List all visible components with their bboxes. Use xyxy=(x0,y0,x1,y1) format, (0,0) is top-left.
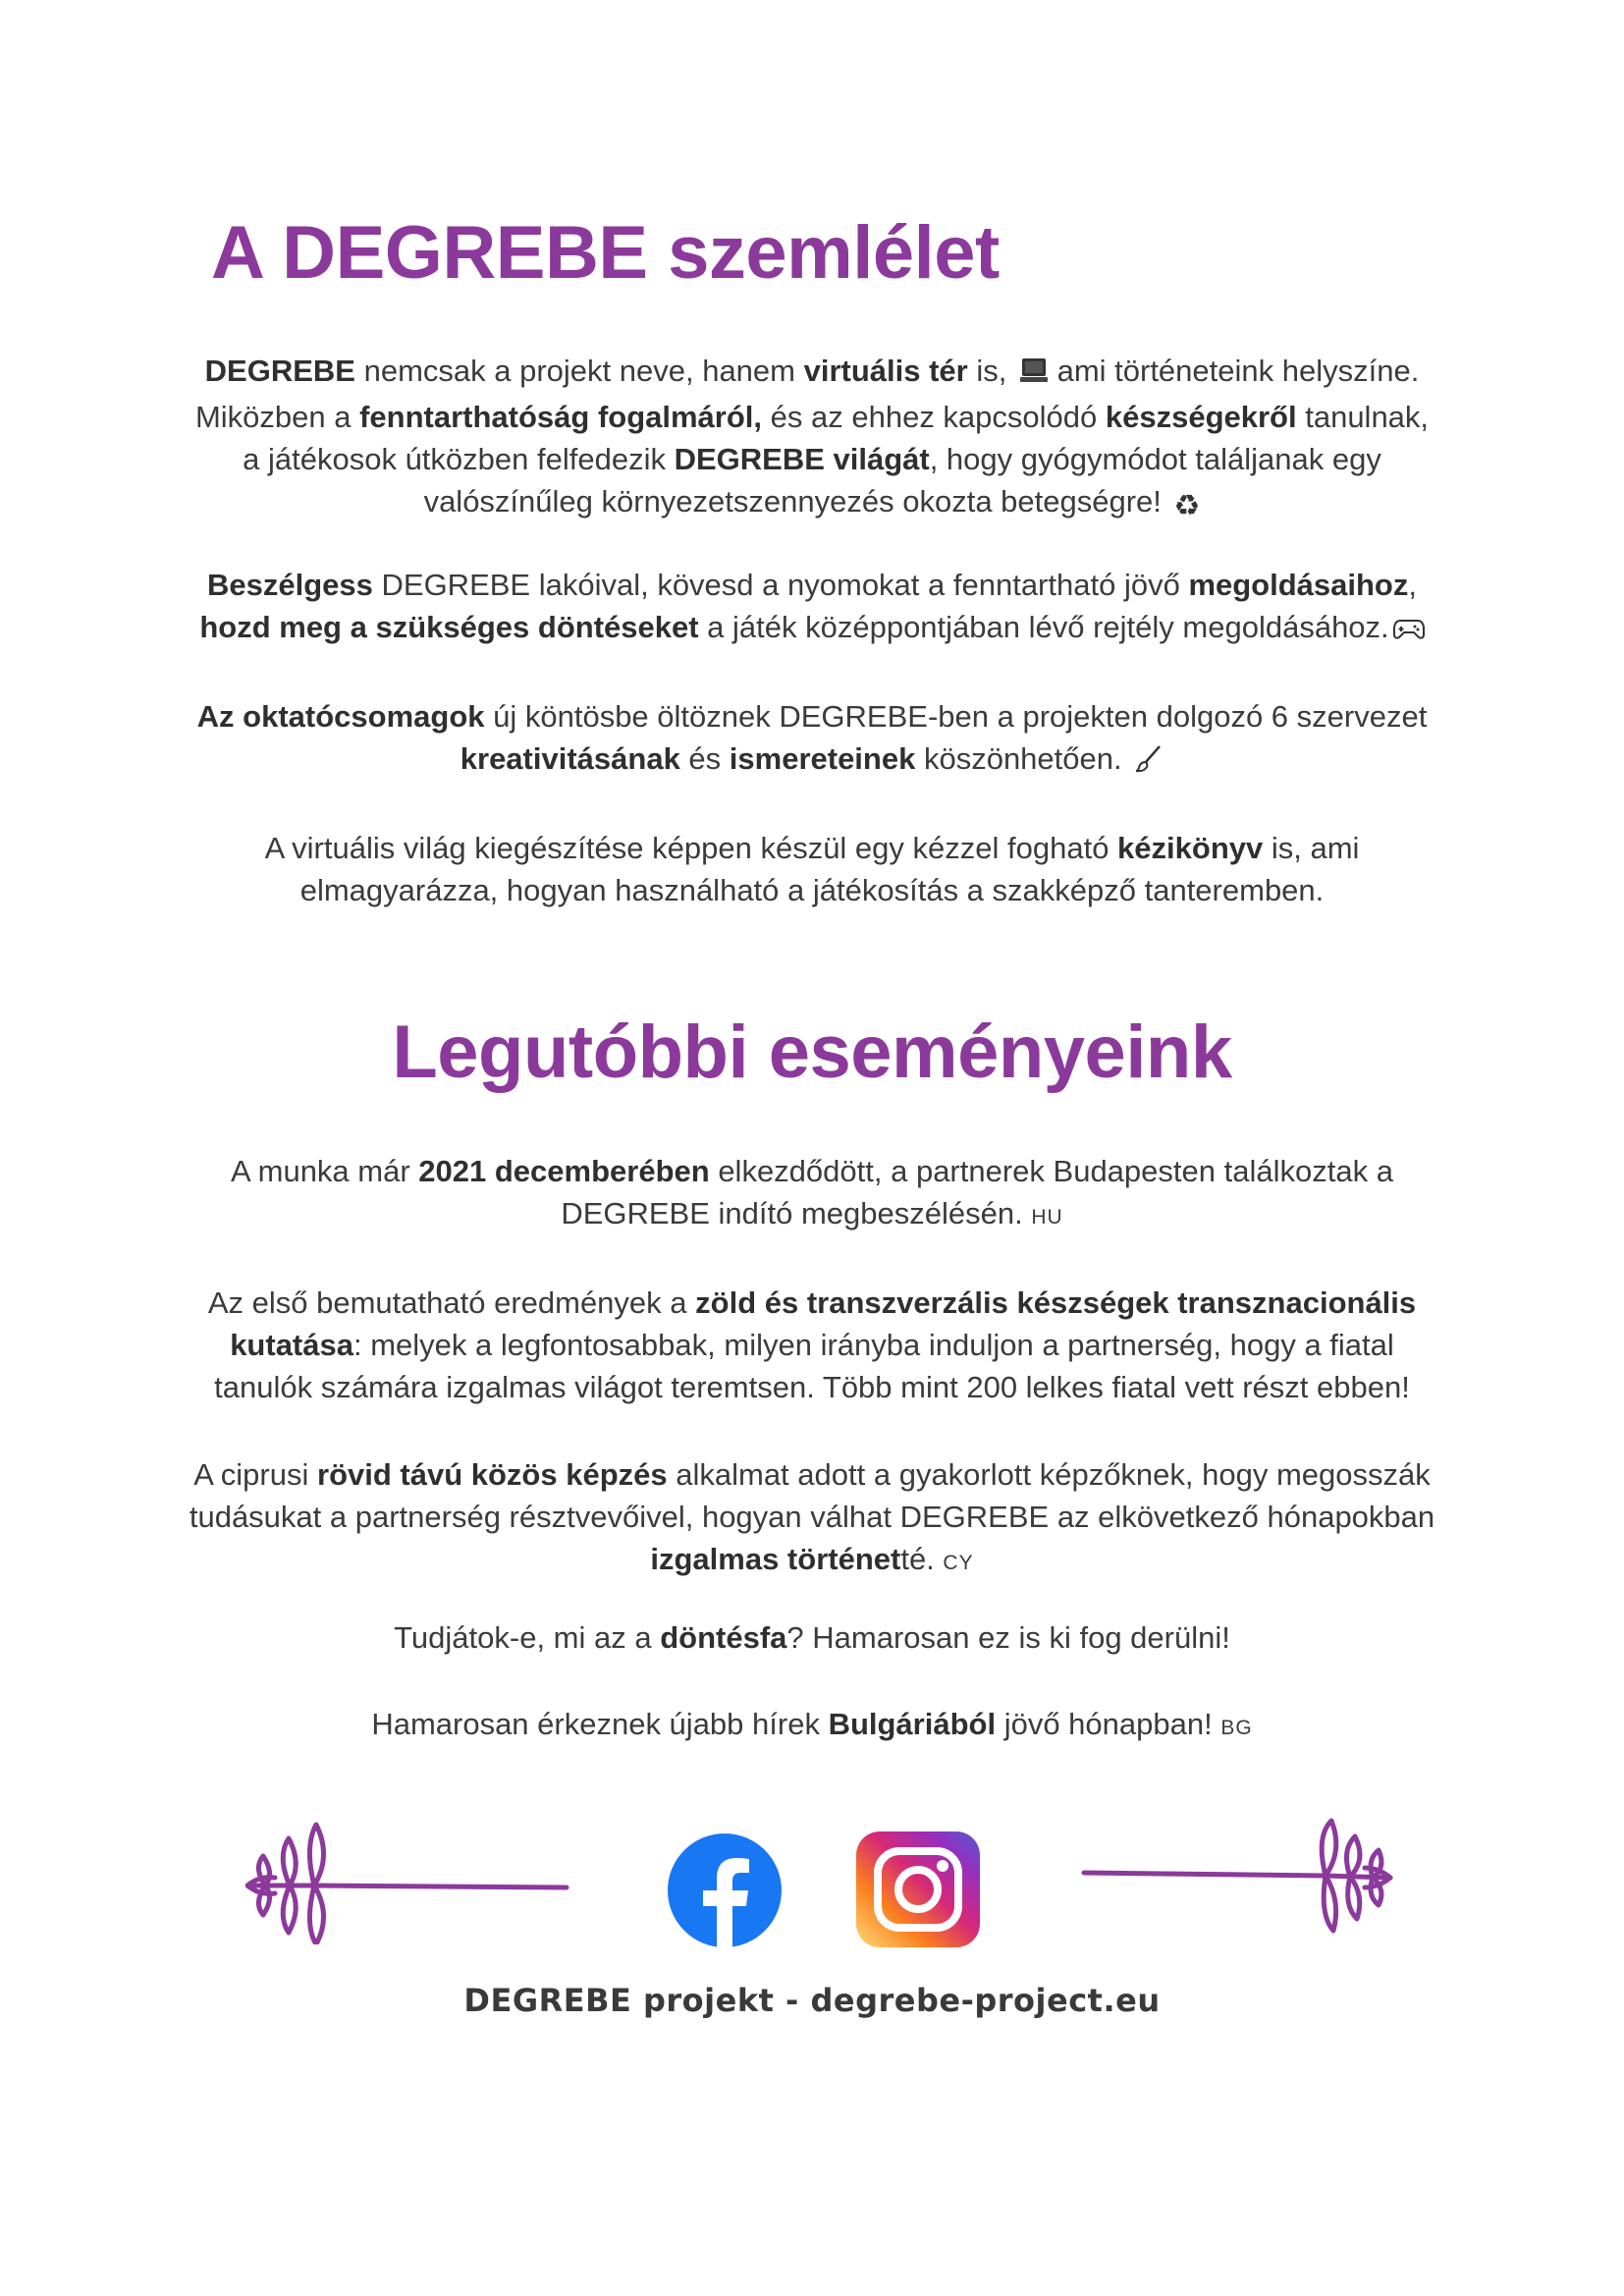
paragraph-decision-tree xyxy=(187,1616,1437,1659)
gamepad-icon xyxy=(1393,610,1425,652)
arrow-left-icon xyxy=(245,1817,579,1949)
paragraph-research xyxy=(187,1282,1437,1408)
line: Tudjátok-e, mi az a döntésfa? Hamarosan ez is ki fog derülni! xyxy=(394,1620,1230,1655)
line: A virtuális világ kiegészítése képpen készül egy kézzel fogható kézikönyv is, ami xyxy=(264,831,1360,865)
line: Hamarosan érkeznek újabb hírek Bulgáriából jövő hónapban! BG xyxy=(371,1707,1253,1741)
line: tudásukat a partnerség résztvevőivel, hogyan válhat DEGREBE az elkövetkező hónapokban xyxy=(189,1500,1435,1534)
paintbrush-icon xyxy=(1134,741,1164,784)
line: elmagyarázza, hogyan használható a játékosítás a szakképző tanteremben. xyxy=(299,873,1325,907)
paragraph-kickoff xyxy=(187,1150,1437,1238)
line: DEGREBE indító megbeszélésén. HU xyxy=(561,1196,1063,1230)
line: kutatása: melyek a legfontosabbak, milyen irányba induljon a partnerség, hogy a fiatal xyxy=(230,1328,1394,1362)
line: DEGREBE nemcsak a projekt neve, hanem virtuális tér is, ami történeteink helyszíne. xyxy=(187,350,1437,396)
paragraph-intro xyxy=(187,350,1437,527)
flag-hu: HU xyxy=(1031,1206,1063,1229)
paragraph-packages xyxy=(187,695,1437,784)
flag-cy: CY xyxy=(943,1552,974,1574)
line: Az első bemutatható eredmények a zöld és transzverzális készségek transznacionális xyxy=(207,1285,1417,1320)
line: valószínűleg környezetszennyezés okozta betegségre! ♻ xyxy=(187,480,1437,527)
instagram-icon[interactable] xyxy=(856,1831,980,1952)
line: A munka már 2021 decemberében elkezdődött, a partnerek Budapesten találkoztak a xyxy=(231,1154,1393,1188)
paragraph-talk xyxy=(187,564,1437,652)
paragraph-training xyxy=(187,1453,1437,1584)
facebook-icon[interactable] xyxy=(668,1833,782,1952)
paragraph-bulgaria xyxy=(187,1703,1437,1749)
line: Beszélgess DEGREBE lakóival, kövesd a nyomokat a fenntartható jövő megoldásaihoz, xyxy=(207,568,1417,602)
line: Az oktatócsomagok új köntösbe öltöznek DEGREBE-ben a projekten dolgozó 6 szervezet xyxy=(196,699,1428,734)
line: A ciprusi rövid távú közös képzés alkalmat adott a gyakorlott képzőknek, hogy megosszák xyxy=(193,1457,1431,1492)
section-title-events: Legutóbbi eseményeink xyxy=(392,1011,1232,1094)
section-title-approach: A DEGREBE szemlélet xyxy=(211,211,1000,295)
footer-project-link[interactable]: DEGREBE projekt - degrebe-project.eu xyxy=(463,1982,1161,2019)
line: tanulók számára izgalmas világot teremtsen. Több mint 200 lelkes fiatal vett részt ebben! xyxy=(214,1370,1410,1404)
computer-icon xyxy=(1019,354,1049,396)
line: Miközben a fenntarthatóság fogalmáról, és az ehhez kapcsolódó készségekről tanulnak, xyxy=(194,400,1430,434)
paragraph-handbook xyxy=(187,827,1437,911)
flag-bg: BG xyxy=(1220,1717,1253,1739)
arrow-right-icon xyxy=(1080,1817,1394,1949)
line: kreativitásának és ismereteinek köszönhetően. xyxy=(187,738,1437,784)
recycle-icon: ♻ xyxy=(1173,490,1201,522)
line: hozd meg a szükséges döntéseket a játék középpontjában lévő rejtély megoldásához. xyxy=(187,606,1437,652)
line: a játékosok útközben felfedezik DEGREBE világát, hogy gyógymódot találjanak egy xyxy=(243,442,1381,476)
line: izgalmas történetté. CY xyxy=(650,1542,974,1576)
